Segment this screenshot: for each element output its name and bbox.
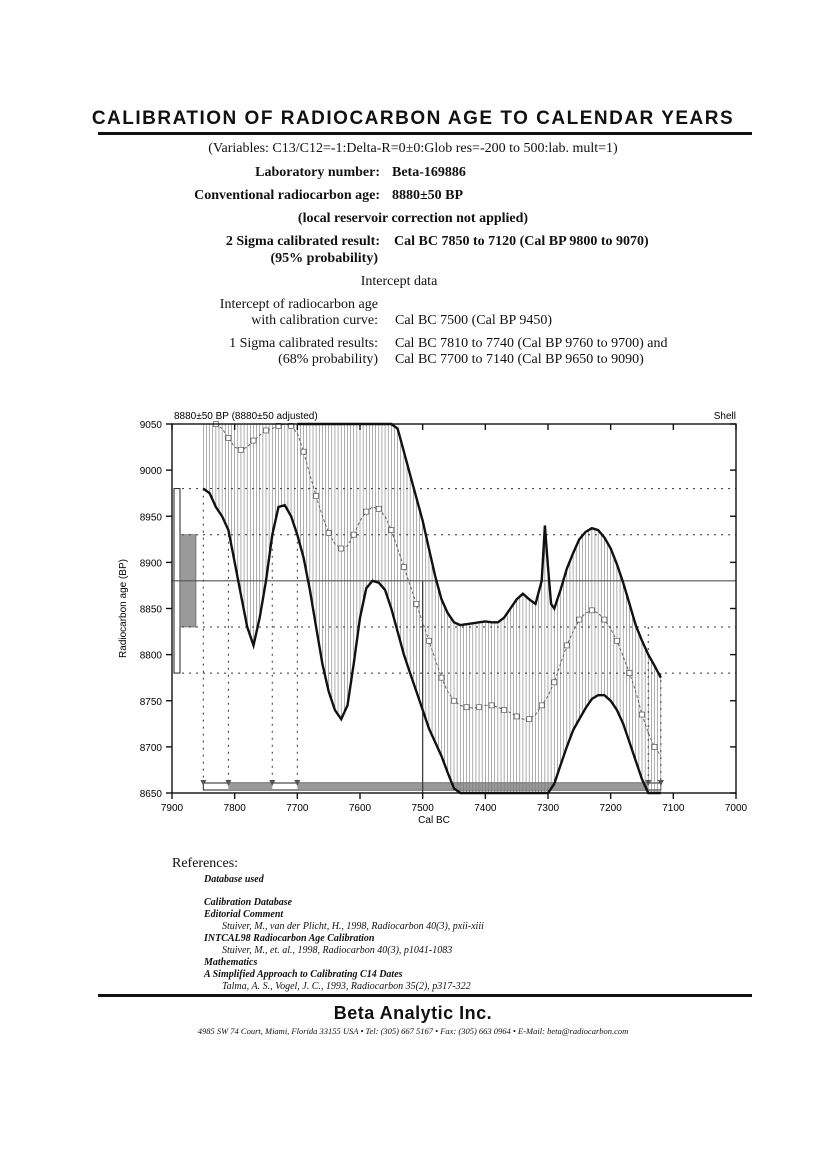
- curve-center-marker: [527, 717, 532, 722]
- curve-center-marker: [376, 506, 381, 511]
- calibration-chart: [110, 400, 750, 840]
- sigma1-prob: (68% probability): [278, 352, 378, 367]
- curve-center-marker: [314, 493, 319, 498]
- reservoir-note: (local reservoir correction not applied): [297, 211, 529, 226]
- curve-center-marker: [652, 744, 657, 749]
- y-axis-label: Radiocarbon age (BP): [118, 559, 129, 658]
- curve-center-marker: [564, 643, 569, 648]
- x-tick-label: 7000: [724, 803, 748, 814]
- y-tick-label: 8850: [139, 604, 162, 616]
- curve-center-marker: [326, 530, 331, 535]
- curve-center-marker: [539, 703, 544, 708]
- sigma1-value-2: Cal BC 7700 to 7140 (Cal BP 9650 to 9090): [395, 352, 644, 367]
- curve-center-marker: [414, 601, 419, 606]
- x-tick-label: 7900: [160, 803, 184, 814]
- x-tick-label: 7200: [599, 803, 622, 814]
- curve-center-marker: [364, 509, 369, 514]
- x-tick-label: 7800: [223, 803, 246, 814]
- variables-line: (Variables: C13/C12=-1:Delta-R=0±0:Glob res=-200 to 500:lab. mult=1): [208, 141, 618, 156]
- curve-center-marker: [401, 564, 406, 569]
- y-tick-label: 9000: [139, 466, 162, 478]
- y-tick-label: 9050: [139, 420, 162, 431]
- curve-center-marker: [502, 707, 507, 712]
- lab-number-value: Beta-169886: [392, 165, 466, 180]
- x-tick-label: 7400: [474, 803, 497, 814]
- ref-simplified: A Simplified Approach to Calibrating C14 Dates: [204, 969, 403, 980]
- ref-intcal: INTCAL98 Radiocarbon Age Calibration: [204, 933, 375, 944]
- y-tick-label: 8650: [139, 789, 162, 800]
- curve-center-marker: [226, 435, 231, 440]
- ref-math: Mathematics: [204, 957, 258, 968]
- sigma2-prob: (95% probability): [270, 251, 378, 266]
- intercept-heading: Intercept data: [360, 274, 438, 289]
- y-tick-label: 8800: [139, 650, 162, 662]
- footer-rule: [98, 994, 752, 997]
- x-axis-label: Cal BC: [418, 815, 450, 826]
- curve-center-marker: [264, 428, 269, 433]
- curve-center-marker: [339, 546, 344, 551]
- chart-corner-label: Shell: [713, 411, 736, 422]
- curve-center-marker: [452, 698, 457, 703]
- intercept-value: Cal BC 7500 (Cal BP 9450): [395, 313, 552, 328]
- y-tick-label: 8900: [139, 558, 162, 570]
- curve-center-marker: [464, 705, 469, 710]
- chart-title: 8880±50 BP (8880±50 adjusted): [174, 411, 318, 422]
- curve-center-marker: [426, 638, 431, 643]
- ref-ed-comment-cite: Stuiver, M., van der Plicht, H., 1998, Radiocarbon 40(3), pxii-xiii: [222, 921, 484, 932]
- ref-db-used: Database used: [204, 874, 264, 885]
- curve-center-marker: [602, 617, 607, 622]
- sigma1-label: 1 Sigma calibrated results:: [229, 336, 378, 351]
- sigma2-value: Cal BC 7850 to 7120 (Cal BP 9800 to 9070): [394, 234, 649, 249]
- ref-simplified-cite: Talma, A. S., Vogel, J. C., 1993, Radiocarbon 35(2), p317-322: [222, 981, 471, 992]
- title-rule: [98, 132, 752, 135]
- curve-center-marker: [489, 703, 494, 708]
- page-title: CALIBRATION OF RADIOCARBON AGE TO CALENDAR YEARS: [91, 108, 735, 129]
- lab-number-label: Laboratory number:: [255, 165, 380, 180]
- sigma1-value-1: Cal BC 7810 to 7740 (Cal BP 9760 to 9700) and: [395, 336, 668, 351]
- y-tick-label: 8700: [139, 742, 162, 754]
- curve-center-marker: [238, 447, 243, 452]
- curve-center-marker: [627, 671, 632, 676]
- x-tick-label: 7100: [662, 803, 685, 814]
- curve-center-marker: [351, 532, 356, 537]
- curve-center-marker: [589, 608, 594, 613]
- x-tick-label: 7700: [286, 803, 309, 814]
- curve-center-marker: [439, 675, 444, 680]
- x-tick-label: 7300: [536, 803, 560, 814]
- curve-center-marker: [301, 449, 306, 454]
- curve-center-marker: [389, 528, 394, 533]
- ref-ed-comment: Editorial Comment: [204, 909, 284, 920]
- curve-center-marker: [640, 712, 645, 717]
- x-tick-label: 7600: [348, 803, 372, 814]
- curve-center-marker: [552, 680, 557, 685]
- ref-calib-db: Calibration Database: [204, 897, 293, 908]
- conv-age-label: Conventional radiocarbon age:: [194, 188, 380, 203]
- y-tick-label: 8750: [139, 696, 162, 708]
- sigma1-cal-bar: [228, 784, 272, 789]
- references-heading: References:: [172, 856, 239, 871]
- curve-center-marker: [514, 714, 519, 719]
- company-name: Beta Analytic Inc.: [333, 1003, 493, 1023]
- curve-center-marker: [577, 617, 582, 622]
- calibration-chart-svg: [110, 400, 750, 840]
- company-address: 4985 SW 74 Court, Miami, Florida 33155 USA • Tel: (305) 667 5167 • Fax: (305) 663 0964 • E-Mail: beta@radiocarbon.com: [197, 1026, 629, 1036]
- curve-center-marker: [477, 705, 482, 710]
- sigma2-label: 2 Sigma calibrated result:: [225, 234, 380, 249]
- intercept-label-2: with calibration curve:: [251, 313, 378, 328]
- curve-center-marker: [614, 638, 619, 643]
- intercept-label-1: Intercept of radiocarbon age: [219, 297, 378, 312]
- curve-center-marker: [251, 438, 256, 443]
- x-tick-label: 7500: [411, 803, 434, 814]
- ref-intcal-cite: Stuiver, M., et. al., 1998, Radiocarbon 40(3), p1041-1083: [222, 945, 453, 956]
- y-tick-label: 8950: [139, 512, 162, 524]
- conv-age-value: 8880±50 BP: [392, 188, 464, 203]
